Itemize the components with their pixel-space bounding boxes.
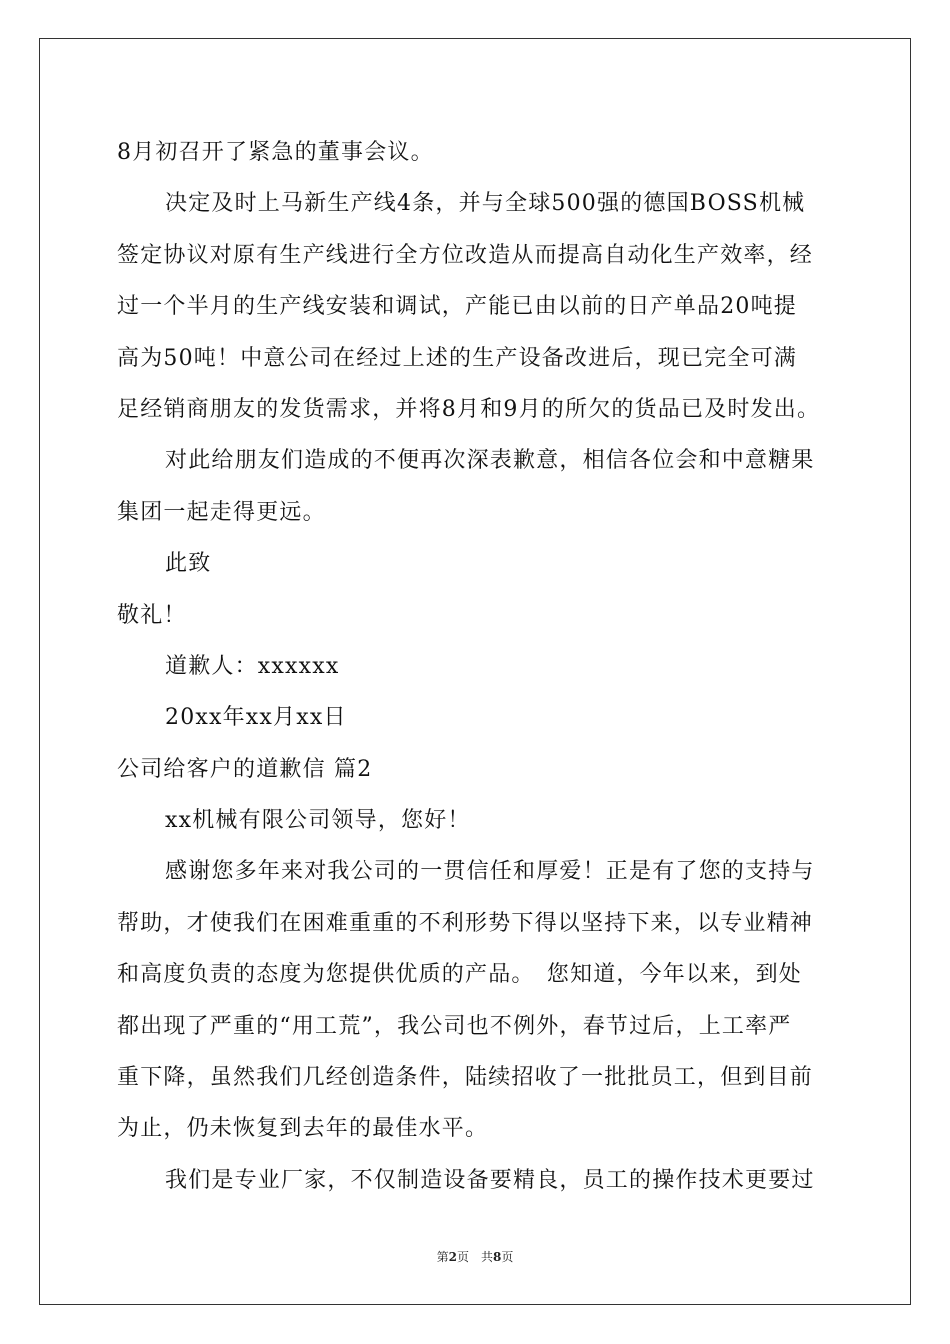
paragraph-line: 我们是专业厂家，不仅制造设备要精良，员工的操作技术更要过 xyxy=(165,1167,815,1193)
signature-line: 道歉人：xxxxxx xyxy=(165,653,340,679)
paragraph-line: 集团一起走得更远。 xyxy=(117,499,326,525)
page-suffix: 页 xyxy=(501,1250,514,1264)
page-mid: 页 共 xyxy=(456,1250,493,1264)
closing-salutation: 此致 xyxy=(165,551,212,577)
page-prefix: 第 xyxy=(436,1250,449,1264)
paragraph-line: 足经销商朋友的发货需求，并将8月和9月的所欠的货品已及时发出。 xyxy=(117,396,821,422)
paragraph-line: 感谢您多年来对我公司的一贯信任和厚爱！正是有了您的支持与 xyxy=(165,859,815,885)
paragraph-line: 签定协议对原有生产线进行全方位改造从而提高自动化生产效率，经 xyxy=(117,242,814,268)
paragraph-line: 决定及时上马新生产线4条，并与全球500强的德国BOSS机械 xyxy=(165,191,806,217)
paragraph-line: 重下降，虽然我们几经创造条件，陆续招收了一批批员工，但到目前 xyxy=(117,1065,814,1091)
paragraph-line: 都出现了严重的“用工荒”，我公司也不例外，春节过后，上工率严 xyxy=(117,1013,792,1039)
page-footer xyxy=(0,1248,950,1265)
date-line: 20xx年xx月xx日 xyxy=(165,705,347,731)
greeting-line: xx机械有限公司领导，您好！ xyxy=(165,808,471,834)
paragraph-line: 帮助，才使我们在困难重重的不利形势下得以坚持下来，以专业精神 xyxy=(117,910,814,936)
paragraph-line: 过一个半月的生产线安装和调试，产能已由以前的日产单品20吨提 xyxy=(117,294,797,320)
section-title: 公司给客户的道歉信 篇2 xyxy=(117,756,373,782)
paragraph-line: 和高度负责的态度为您提供优质的产品。 您知道，今年以来，到处 xyxy=(117,962,803,988)
paragraph-line: 为止，仍未恢复到去年的最佳水平。 xyxy=(117,1116,489,1142)
total-pages: 8 xyxy=(493,1250,502,1264)
page-number: 2 xyxy=(448,1250,457,1264)
paragraph-line: 高为50吨！中意公司在经过上述的生产设备改进后，现已完全可满 xyxy=(117,345,797,371)
document-body xyxy=(117,127,837,1206)
paragraph-line: 8月初召开了紧急的董事会议。 xyxy=(117,140,434,165)
closing-regards: 敬礼！ xyxy=(117,602,187,628)
paragraph-line: 对此给朋友们造成的不便再次深表歉意，相信各位会和中意糖果 xyxy=(165,448,815,474)
